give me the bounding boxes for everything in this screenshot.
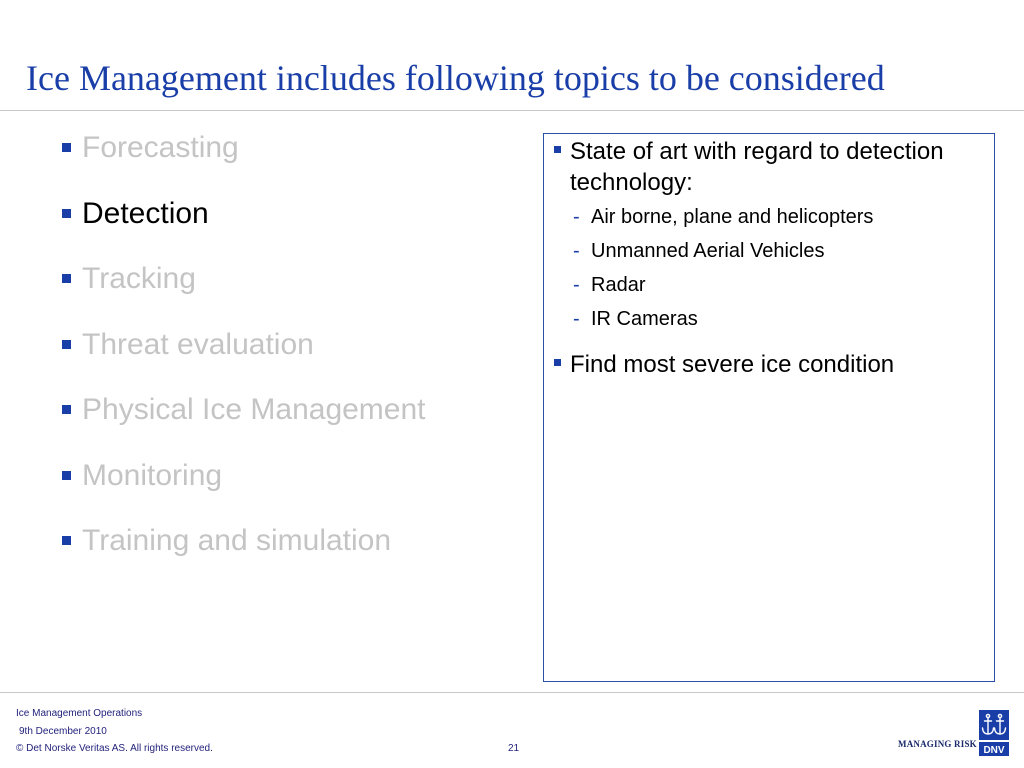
panel-subitem: - IR Cameras: [573, 308, 698, 330]
footer-page-number: 21: [508, 743, 520, 754]
square-bullet-icon: [554, 359, 561, 366]
dash-bullet-icon: -: [573, 206, 580, 228]
managing-risk-tagline: MANAGING RISK: [898, 739, 977, 749]
footer-divider: [0, 692, 1024, 693]
topic-label: Tracking: [82, 262, 196, 295]
panel-subitem: - Radar: [573, 274, 646, 296]
topic-item-training-and-simulation: [60, 521, 530, 587]
footer-copyright: © Det Norske Veritas AS. All rights reserved.: [16, 743, 213, 754]
topic-item-threat-evaluation: [60, 325, 530, 391]
topic-label: Physical Ice Management: [82, 393, 426, 426]
topic-label: Forecasting: [82, 131, 239, 164]
panel-bullet-severe-ice: [554, 349, 974, 380]
square-bullet-icon: [554, 146, 561, 153]
dnv-logo: [979, 710, 1009, 756]
panel-bullet-state-of-art: [554, 136, 974, 198]
dash-bullet-icon: -: [573, 308, 580, 330]
topic-item-physical-ice-management: [60, 390, 530, 456]
square-bullet-icon: [62, 209, 71, 218]
footer-date: 9th December 2010: [19, 726, 107, 737]
square-bullet-icon: [62, 274, 71, 283]
topic-label: Threat evaluation: [82, 327, 314, 361]
dnv-logo-text: DNV: [983, 745, 1005, 756]
square-bullet-icon: [62, 536, 71, 545]
topic-item-tracking: [60, 259, 530, 325]
topic-list: [60, 128, 530, 587]
square-bullet-icon: [62, 340, 71, 349]
topic-label: Training and simulation: [82, 524, 392, 557]
detection-details-panel: [543, 133, 995, 682]
topic-item-forecasting: [60, 128, 530, 194]
slide-title: Ice Management includes following topics to be considered: [26, 58, 885, 98]
dash-bullet-icon: -: [573, 240, 580, 262]
square-bullet-icon: [62, 143, 71, 152]
topic-item-detection: [60, 194, 530, 260]
topic-label: Monitoring: [82, 458, 223, 492]
footer-presentation-title: Ice Management Operations: [16, 708, 143, 719]
dash-bullet-icon: -: [573, 274, 580, 296]
topic-label: Detection: [82, 196, 209, 230]
topic-item-monitoring: [60, 456, 530, 522]
square-bullet-icon: [62, 405, 71, 414]
panel-subitem: - Unmanned Aerial Vehicles: [573, 240, 825, 262]
panel-bullet-text: Find most severe ice condition: [570, 351, 895, 378]
panel-bullet-text: State of art with regard to detection technology:: [570, 138, 944, 196]
panel-subitem: - Air borne, plane and helicopters: [573, 206, 874, 228]
title-divider: [0, 110, 1024, 111]
square-bullet-icon: [62, 471, 71, 480]
